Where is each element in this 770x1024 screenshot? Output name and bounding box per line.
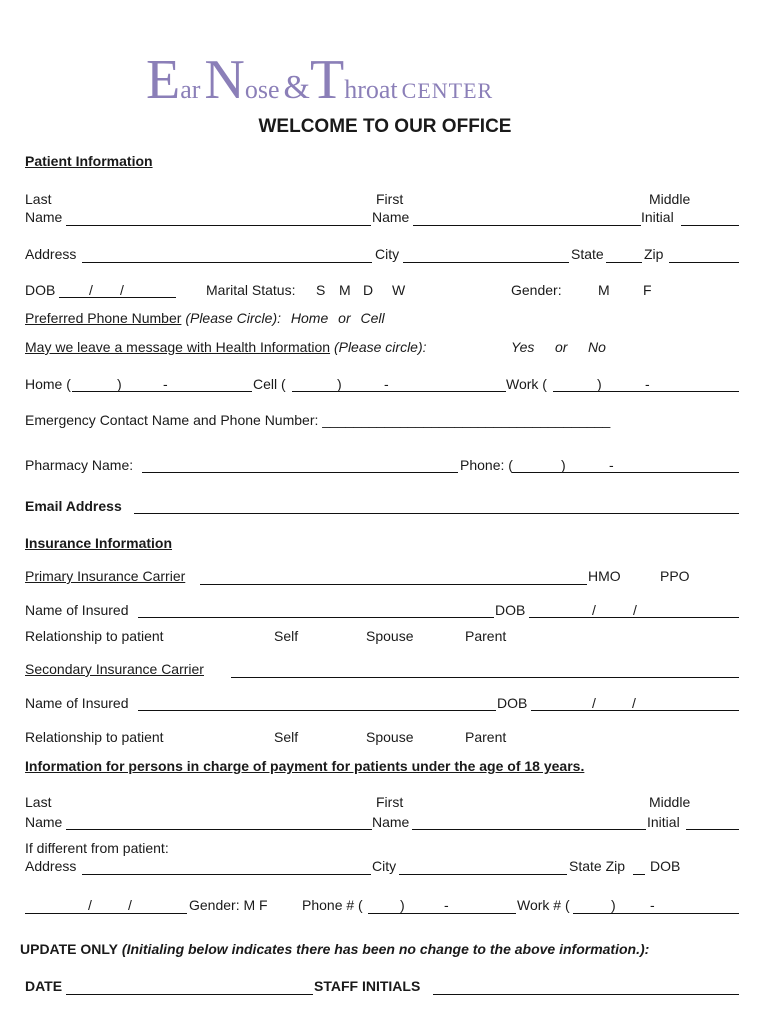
paren: ) xyxy=(117,376,122,392)
phone-label: Phone # ( xyxy=(302,897,363,913)
ppo-option[interactable]: PPO xyxy=(660,568,690,584)
insured-name-field[interactable] xyxy=(138,710,496,711)
dash: - xyxy=(163,376,168,392)
hmo-option[interactable]: HMO xyxy=(588,568,621,584)
logo-text: & xyxy=(283,69,310,106)
zip-field[interactable] xyxy=(669,262,739,263)
or-text: or xyxy=(555,339,568,355)
middle-initial-field[interactable] xyxy=(681,225,739,226)
first-label: First xyxy=(376,191,404,207)
emergency-contact-field[interactable]: Emergency Contact Name and Phone Number: _____________________________________ xyxy=(25,412,611,428)
paren: ) xyxy=(561,457,566,473)
guarantor-phone-field[interactable] xyxy=(368,913,516,914)
date-field[interactable] xyxy=(66,994,313,995)
dob-label: DOB xyxy=(495,602,526,618)
primary-carrier-label: Primary Insurance Carrier xyxy=(25,568,186,584)
paren: ) xyxy=(400,897,405,913)
logo-text: ose xyxy=(244,75,280,104)
or-text: or xyxy=(338,310,351,326)
middle-label: Middle xyxy=(649,191,691,207)
insured-name-label: Name of Insured xyxy=(25,602,129,618)
logo-letter: E xyxy=(146,49,181,111)
marital-option-d[interactable]: D xyxy=(363,282,374,298)
zip-label: Zip xyxy=(644,246,664,262)
marital-status-label: Marital Status: xyxy=(206,282,296,298)
guarantor-dob-field[interactable] xyxy=(25,913,187,914)
insured-name-field[interactable] xyxy=(138,617,494,618)
paren: ) xyxy=(597,376,602,392)
dash: - xyxy=(650,897,655,913)
dob-field[interactable] xyxy=(59,297,176,298)
relationship-option-self[interactable]: Self xyxy=(274,729,299,745)
gender-option-f[interactable]: F xyxy=(643,282,652,298)
update-only-label: UPDATE ONLY xyxy=(20,941,119,957)
gender-label: Gender: M F xyxy=(189,897,268,913)
dash: - xyxy=(384,376,389,392)
logo-text: ar xyxy=(180,75,201,104)
staff-initials-label: STAFF INITIALS xyxy=(314,978,421,994)
logo-text: hroat xyxy=(344,75,398,104)
phone-option-cell[interactable]: Cell xyxy=(360,310,385,326)
different-from-patient-label: If different from patient: xyxy=(25,840,169,856)
consent-option-yes[interactable]: Yes xyxy=(511,339,535,355)
address-label: Address xyxy=(25,246,77,262)
initial-label: Initial xyxy=(647,814,680,830)
dash: - xyxy=(444,897,449,913)
please-circle-note: (Please circle): xyxy=(333,339,427,355)
primary-carrier-field[interactable] xyxy=(200,584,587,585)
relationship-label: Relationship to patient xyxy=(25,729,164,745)
address-label: Address xyxy=(25,858,77,874)
preferred-phone-label: Preferred Phone Number xyxy=(25,310,182,326)
dob-label: DOB xyxy=(25,282,56,298)
relationship-option-self[interactable]: Self xyxy=(274,628,299,644)
pharmacy-field[interactable] xyxy=(142,472,458,473)
state-field[interactable] xyxy=(606,262,642,263)
page-title: WELCOME TO OUR OFFICE xyxy=(258,116,512,137)
clinic-logo xyxy=(146,49,494,111)
relationship-option-spouse[interactable]: Spouse xyxy=(366,729,414,745)
pharmacy-phone-label: Phone: ( xyxy=(460,457,513,473)
paren: ) xyxy=(611,897,616,913)
pharmacy-phone-field[interactable] xyxy=(512,472,739,473)
logo-letter: N xyxy=(204,49,245,111)
secondary-carrier-field[interactable] xyxy=(231,677,739,678)
dob-slash: / xyxy=(89,282,93,298)
address-field[interactable] xyxy=(82,262,372,263)
home-phone-label: Home ( xyxy=(25,376,71,392)
phone-option-home[interactable]: Home xyxy=(290,310,329,326)
relationship-label: Relationship to patient xyxy=(25,628,164,644)
dash: - xyxy=(609,457,614,473)
first-label: First xyxy=(376,794,404,810)
city-label: City xyxy=(372,858,397,874)
please-circle-note: (Please Circle): xyxy=(185,310,282,326)
preferred-phone-row xyxy=(25,310,385,326)
gender-label: Gender: xyxy=(511,282,562,298)
dob-slash: / xyxy=(120,282,124,298)
cell-phone-label: Cell ( xyxy=(253,376,286,392)
guarantor-city-field[interactable] xyxy=(399,874,567,875)
section-heading-patient: Patient Information xyxy=(25,153,153,169)
dob-slash: / xyxy=(592,695,596,711)
dob-label: DOB xyxy=(650,858,681,874)
guarantor-address-field[interactable] xyxy=(82,874,371,875)
pharmacy-label: Pharmacy Name: xyxy=(25,457,134,473)
guarantor-last-name-field[interactable] xyxy=(66,829,372,830)
marital-option-s[interactable]: S xyxy=(316,282,326,298)
staff-initials-field[interactable] xyxy=(433,994,739,995)
guarantor-work-phone-field[interactable] xyxy=(573,913,739,914)
initial-label: Initial xyxy=(641,209,674,225)
consent-option-no[interactable]: No xyxy=(588,339,606,355)
relationship-option-parent[interactable]: Parent xyxy=(465,729,507,745)
email-label: Email Address xyxy=(25,498,122,514)
guarantor-first-name-field[interactable] xyxy=(412,829,646,830)
update-only-row xyxy=(20,941,649,957)
message-consent-label: May we leave a message with Health Information xyxy=(25,339,331,355)
paren: ) xyxy=(337,376,342,392)
city-field[interactable] xyxy=(403,262,569,263)
dob-label: DOB xyxy=(497,695,528,711)
guarantor-zip-field[interactable] xyxy=(633,874,645,875)
city-label: City xyxy=(375,246,400,262)
last-label: Last xyxy=(25,191,52,207)
relationship-option-parent[interactable]: Parent xyxy=(465,628,507,644)
logo-letter: T xyxy=(310,49,345,111)
cell-phone-field[interactable] xyxy=(292,391,506,392)
last-label: Last xyxy=(25,794,52,810)
work-phone-label: Work # ( xyxy=(517,897,570,913)
name-label: Name xyxy=(372,209,410,225)
first-name-field[interactable] xyxy=(413,225,641,226)
state-label: State xyxy=(571,246,604,262)
name-label: Name xyxy=(372,814,410,830)
email-field[interactable] xyxy=(134,513,739,514)
marital-option-m[interactable]: M xyxy=(339,282,351,298)
secondary-carrier-label: Secondary Insurance Carrier xyxy=(25,661,204,677)
dob-slash: / xyxy=(88,897,92,913)
update-only-note: (Initialing below indicates there has been no change to the above information.): xyxy=(121,941,650,957)
date-label: DATE xyxy=(25,978,63,994)
dob-slash: / xyxy=(633,602,637,618)
dob-slash: / xyxy=(592,602,596,618)
middle-label: Middle xyxy=(649,794,691,810)
last-name-field[interactable] xyxy=(66,225,371,226)
home-phone-field[interactable] xyxy=(72,391,252,392)
section-heading-insurance: Insurance Information xyxy=(25,535,173,551)
guarantor-middle-initial-field[interactable] xyxy=(686,829,739,830)
name-label: Name xyxy=(25,209,63,225)
gender-option-m[interactable]: M xyxy=(598,282,610,298)
state-zip-label: State Zip xyxy=(569,858,626,874)
dob-slash: / xyxy=(632,695,636,711)
insured-name-label: Name of Insured xyxy=(25,695,129,711)
marital-option-w[interactable]: W xyxy=(392,282,406,298)
dob-slash: / xyxy=(128,897,132,913)
name-label: Name xyxy=(25,814,63,830)
relationship-option-spouse[interactable]: Spouse xyxy=(366,628,414,644)
section-heading-guarantor: Information for persons in charge of payment for patients under the age of 18 years. xyxy=(25,758,585,774)
work-phone-label: Work ( xyxy=(506,376,547,392)
message-consent-row xyxy=(25,339,427,355)
dash: - xyxy=(645,376,650,392)
logo-text: CENTER xyxy=(401,78,494,103)
